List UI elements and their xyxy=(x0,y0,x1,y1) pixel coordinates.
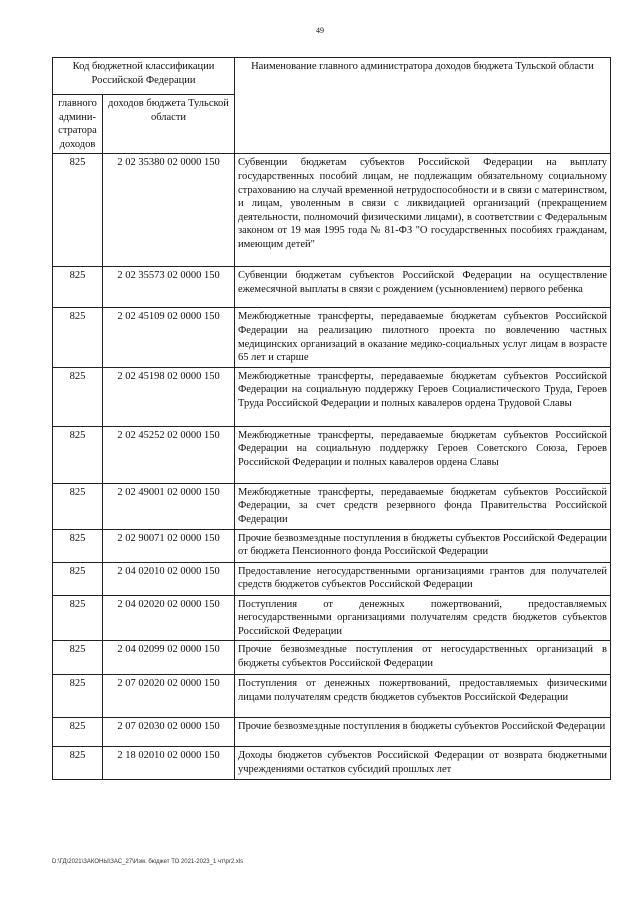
admin-code-cell: 825 xyxy=(53,595,103,641)
header-col-admin: главного админи-стратора доходов xyxy=(53,95,103,154)
income-name-cell: Прочие безвозмездные поступления в бюджеты субъектов Российской Федерации от бюджета Пенсионного фонда Российской Федерации xyxy=(235,529,611,562)
admin-code-cell: 825 xyxy=(53,267,103,308)
admin-code-cell: 825 xyxy=(53,426,103,483)
kbk-code-cell: 2 02 45198 02 0000 150 xyxy=(103,367,235,426)
kbk-code-cell: 2 02 45109 02 0000 150 xyxy=(103,308,235,367)
kbk-code-cell: 2 04 02020 02 0000 150 xyxy=(103,595,235,641)
header-admin-name: Наименование главного администратора доходов бюджета Тульской области xyxy=(235,58,611,154)
budget-classification-table xyxy=(52,57,611,780)
table-row xyxy=(53,747,611,780)
admin-code-cell: 825 xyxy=(53,641,103,675)
income-name-cell: Поступления от денежных пожертвований, предоставляемых негосударственными организациями получателям средств бюджетов субъектов Российской Федерации xyxy=(235,595,611,641)
table-row xyxy=(53,483,611,529)
table-row xyxy=(53,267,611,308)
admin-code-cell: 825 xyxy=(53,529,103,562)
income-name-cell: Субвенции бюджетам субъектов Российской Федерации на выплату государственных пособий лицам, не подлежащим обязательному социальному страхованию на случай временной нетрудоспособности и в связи с материнством, и лицам, уволенным в связи с ликвидацией организаций (прекращением деятельности, полномочий физическими лицами), в соответствии с Федеральным законом от 19 мая 1995 года № 81-ФЗ "О государственных пособиях гражданам, имеющим детей" xyxy=(235,154,611,267)
income-name-cell: Доходы бюджетов субъектов Российской Федерации от возврата бюджетными учреждениями остатков субсидий прошлых лет xyxy=(235,747,611,780)
table-row xyxy=(53,562,611,595)
income-name-cell: Предоставление негосударственными организациями грантов для получателей средств бюджетов субъектов Российской Федерации xyxy=(235,562,611,595)
admin-code-cell: 825 xyxy=(53,675,103,718)
header-code-group: Код бюджетной классификации Российской Федерации xyxy=(53,58,235,95)
income-name-cell: Межбюджетные трансферты, передаваемые бюджетам субъектов Российской Федерации, за счет средств резервного фонда Правительства Российской Федерации xyxy=(235,483,611,529)
table-row xyxy=(53,154,611,267)
income-name-cell: Прочие безвозмездные поступления в бюджеты субъектов Российской Федерации xyxy=(235,718,611,747)
income-name-cell: Межбюджетные трансферты, передаваемые бюджетам субъектов Российской Федерации на социальную поддержку Героев Советского Союза, Героев Российской Федерации и полных кавалеров ордена Славы xyxy=(235,426,611,483)
kbk-code-cell: 2 02 90071 02 0000 150 xyxy=(103,529,235,562)
admin-code-cell: 825 xyxy=(53,308,103,367)
income-name-cell: Межбюджетные трансферты, передаваемые бюджетам субъектов Российской Федерации на социальную поддержку Героев Социалистического Труда, Героев Труда Российской Федерации и полных кавалеров ордена Трудовой Славы xyxy=(235,367,611,426)
table-row xyxy=(53,641,611,675)
admin-code-cell: 825 xyxy=(53,718,103,747)
kbk-code-cell: 2 02 45252 02 0000 150 xyxy=(103,426,235,483)
table-row xyxy=(53,367,611,426)
admin-code-cell: 825 xyxy=(53,562,103,595)
table-row xyxy=(53,675,611,718)
kbk-code-cell: 2 07 02020 02 0000 150 xyxy=(103,675,235,718)
header-col-income: доходов бюджета Тульской области xyxy=(103,95,235,154)
page-number: 49 xyxy=(316,26,324,35)
kbk-code-cell: 2 04 02010 02 0000 150 xyxy=(103,562,235,595)
income-name-cell: Межбюджетные трансферты, передаваемые бюджетам субъектов Российской Федерации на реализацию пилотного проекта по вовлечению частных медицинских организаций в оказание медико-социальных услуг лицам в возрасте 65 лет и старше xyxy=(235,308,611,367)
table-row xyxy=(53,595,611,641)
income-name-cell: Поступления от денежных пожертвований, предоставляемых физическими лицами получателям средств бюджетов субъектов Российской Федерации xyxy=(235,675,611,718)
admin-code-cell: 825 xyxy=(53,367,103,426)
kbk-code-cell: 2 18 02010 02 0000 150 xyxy=(103,747,235,780)
kbk-code-cell: 2 02 35380 02 0000 150 xyxy=(103,154,235,267)
table-row xyxy=(53,529,611,562)
kbk-code-cell: 2 02 35573 02 0000 150 xyxy=(103,267,235,308)
table-row xyxy=(53,308,611,367)
admin-code-cell: 825 xyxy=(53,747,103,780)
kbk-code-cell: 2 02 49001 02 0000 150 xyxy=(103,483,235,529)
kbk-code-cell: 2 04 02099 02 0000 150 xyxy=(103,641,235,675)
admin-code-cell: 825 xyxy=(53,154,103,267)
kbk-code-cell: 2 07 02030 02 0000 150 xyxy=(103,718,235,747)
table-row xyxy=(53,718,611,747)
income-name-cell: Прочие безвозмездные поступления от негосударственных организаций в бюджеты субъектов Российской Федерации xyxy=(235,641,611,675)
admin-code-cell: 825 xyxy=(53,483,103,529)
file-path-footer: D:\ГД\2021\ЗАКОНЫ\ЗАС_27\Изм. бюджет ТО 2021-2023_1 чт\pr2.xls xyxy=(52,859,244,865)
income-name-cell: Субвенции бюджетам субъектов Российской Федерации на осуществление ежемесячной выплаты в связи с рождением (усыновлением) первого ребенка xyxy=(235,267,611,308)
table-row xyxy=(53,426,611,483)
